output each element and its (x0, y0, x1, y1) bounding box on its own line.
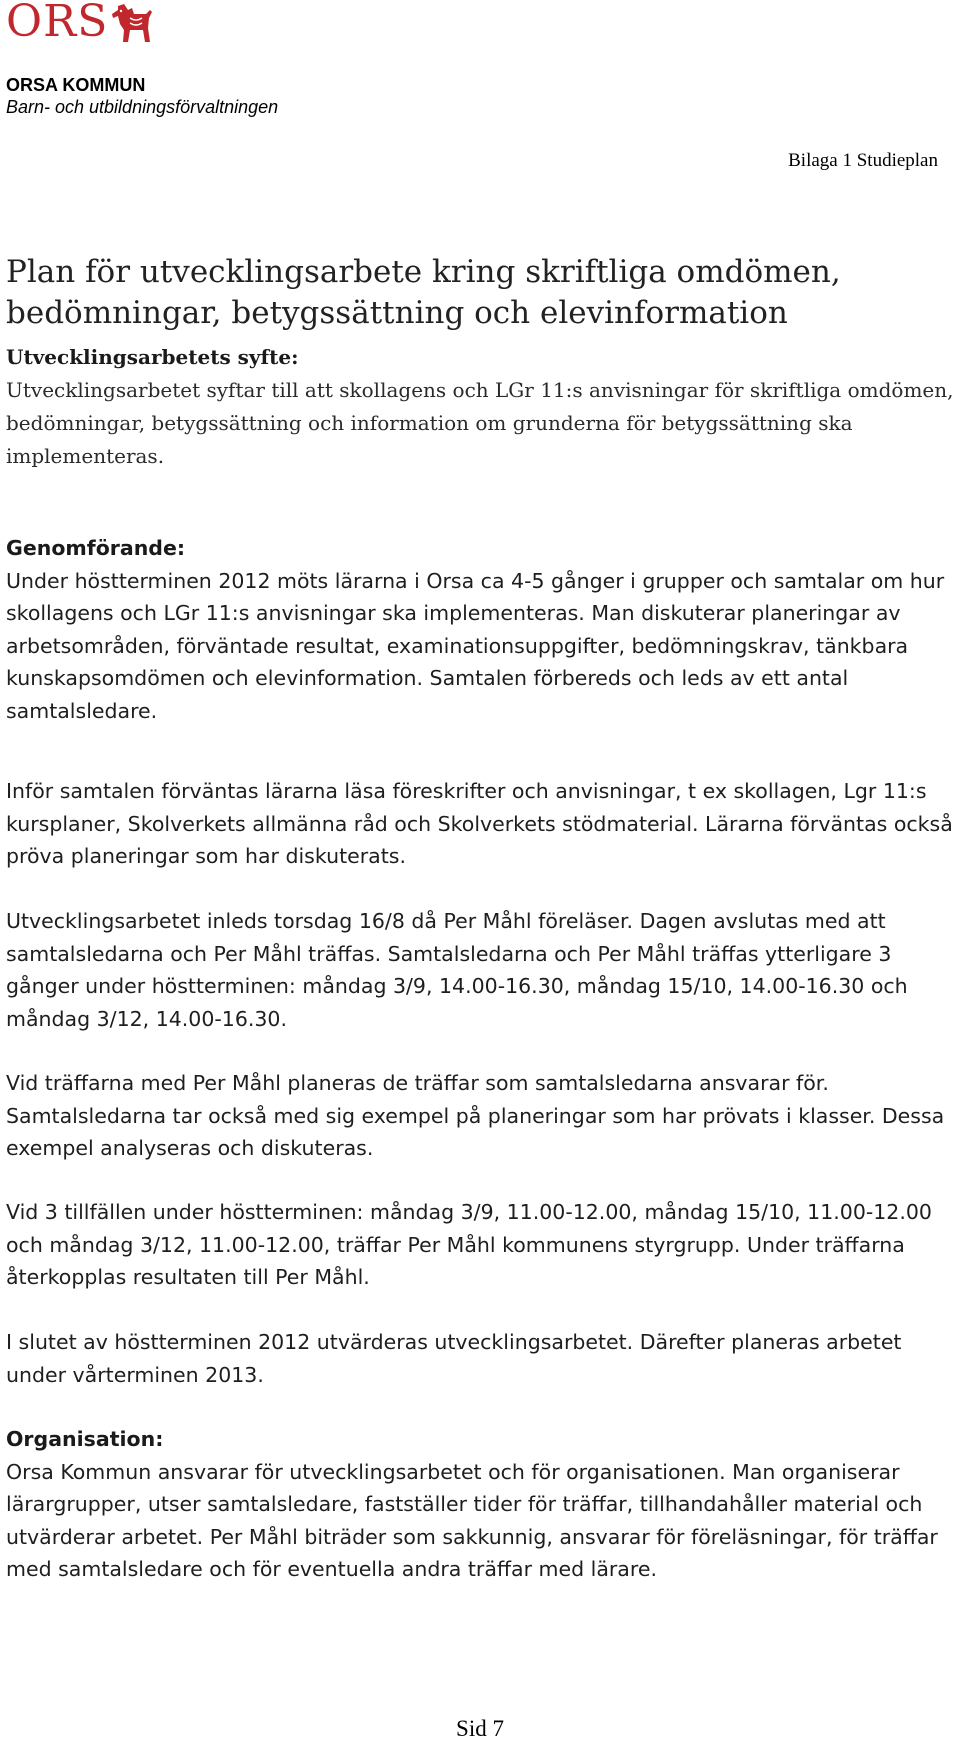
org-name: ORSA KOMMUN (6, 75, 146, 95)
orsa-logo (6, 0, 154, 48)
paragraph: I slutet av höstterminen 2012 utvärderas utvecklingsarbetet. Därefter planeras arbetet under vårterminen 2013. (6, 1330, 902, 1387)
paragraph-meetings (6, 1067, 956, 1165)
page-number: Sid 7 (456, 1716, 504, 1741)
section-syfte (6, 341, 956, 473)
title-line-2: bedömningar, betygssättning och elevinformation (6, 295, 788, 331)
dala-horse-icon (110, 2, 154, 44)
paragraph-preparation (6, 775, 956, 873)
section-text: Orsa Kommun ansvarar för utvecklingsarbetet och för organisationen. Man organiserar lärargrupper, utser samtalsledare, fastställer tider för träffar, tillhandahåller material och utvärderar arbetet. Per Måhl biträder som sakkunnig, ansvarar för föreläsningar, för träffar med samtalsledare och för eventuella andra träffar med lärare. (6, 1459, 938, 1581)
paragraph: Utvecklingsarbetet inleds torsdag 16/8 då Per Måhl föreläser. Dagen avslutas med att samtalsledarna och Per Måhl träffas. Samtalsledarna och Per Måhl träffas ytterligare 3 gånger under höstterminen: måndag 3/9, 14.00-16.30, måndag 15/10, 14.00-16.30 och måndag 3/12, 14.00-16.30. (6, 909, 908, 1031)
section-text: Utvecklingsarbetet syftar till att skollagens och LGr 11:s anvisningar för skriftliga omdömen, bedömningar, betygssättning och information om grunderna för betygssättning ska implementeras. (6, 378, 954, 468)
organization-block (6, 74, 278, 118)
paragraph-schedule (6, 905, 956, 1035)
section-heading: Utvecklingsarbetets syfte: (6, 345, 299, 369)
paragraph: Inför samtalen förväntas lärarna läsa föreskrifter och anvisningar, t ex skollagen, Lgr 11:s kursplaner, Skolverkets allmänna råd och Skolverkets stödmaterial. Lärarna förväntas också pröva planeringar som har diskuterats. (6, 779, 953, 868)
paragraph: Vid träffarna med Per Måhl planeras de träffar som samtalsledarna ansvarar för. Samtalsledarna tar också med sig exempel på planeringar som har prövats i klasser. Dessa exempel analyseras och diskuteras. (6, 1071, 945, 1160)
department-name: Barn- och utbildningsförvaltningen (6, 97, 279, 117)
paragraph-steering-group (6, 1196, 956, 1294)
section-organisation (6, 1423, 956, 1586)
section-heading: Organisation: (6, 1427, 164, 1451)
logo-text: ORS (6, 0, 109, 47)
paragraph-evaluation (6, 1326, 956, 1391)
paragraph: Under höstterminen 2012 möts lärarna i Orsa ca 4-5 gånger i grupper och samtalar om hur skollagens och LGr 11:s anvisningar ska implementeras. Man diskuterar planeringar av arbetsområden, förväntade resultat, examinationsuppgifter, bedömningskrav, tänkbara kunskapsomdömen och elevinformation. Samtalen förbereds och leds av ett antal samtalsledare. (6, 568, 945, 723)
paragraph: Vid 3 tillfällen under höstterminen: måndag 3/9, 11.00-12.00, måndag 15/10, 11.00-12.00 och måndag 3/12, 11.00-12.00, träffar Per Måhl kommunens styrgrupp. Under träffarna återkopplas resultaten till Per Måhl. (6, 1200, 932, 1289)
section-heading: Genomförande: (6, 536, 186, 560)
section-genomforande (6, 532, 956, 727)
document-title (6, 252, 936, 334)
title-line-1: Plan för utvecklingsarbete kring skriftliga omdömen, (6, 254, 841, 290)
attachment-label: Bilaga 1 Studieplan (788, 150, 938, 171)
